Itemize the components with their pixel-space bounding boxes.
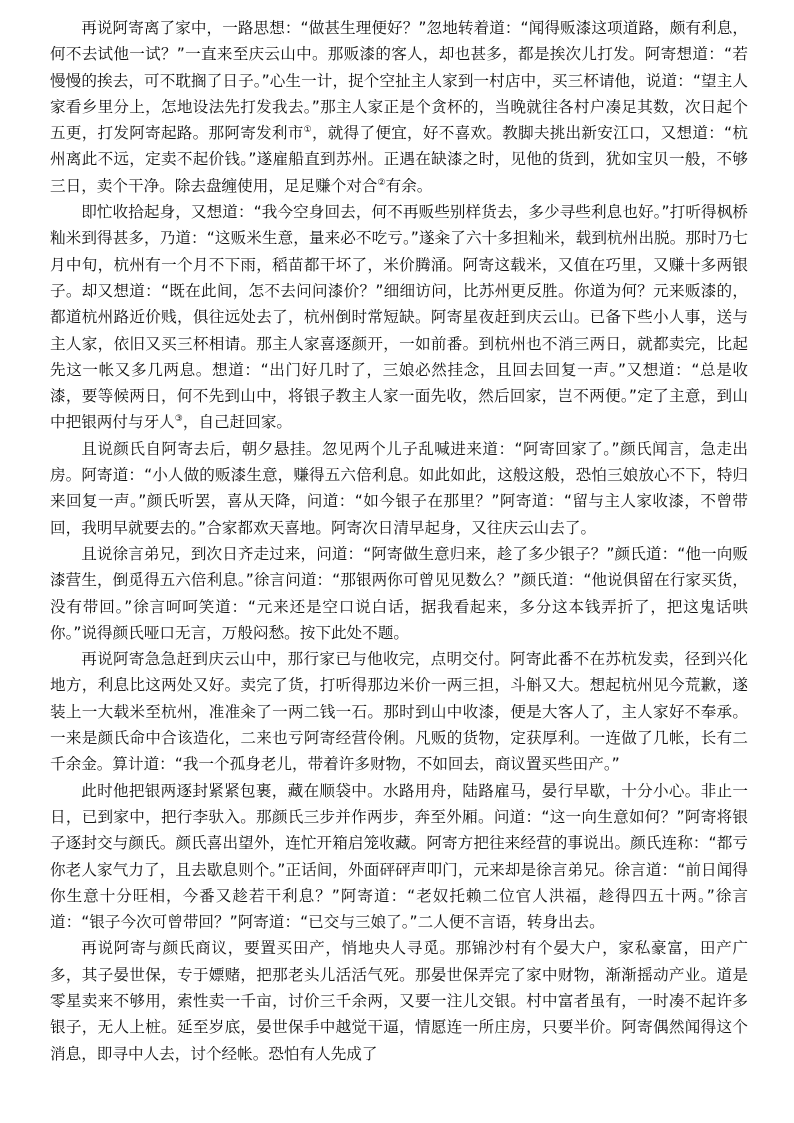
paragraph-text: ，就得了便宜，好不喜欢。教脚夫挑出新安江口，又想道：“杭州离此不远，定卖不起价钱。”遂雇船直到苏州。正遇在缺漆之时，见他的货到，犹如宝贝一般，不够三日，卖个干净。除去盘缠使用，足足赚个对合: [50, 124, 748, 195]
paragraph-text: 即忙收拾起身，又想道：“我今空身回去，何不再贩些别样货去，多少寻些利息也好。”打听得枫桥籼米到得甚多，乃道：“这贩米生意，量来必不吃亏。”遂籴了六十多担籼米，载到杭州出脱。那时乃七月中旬，杭州有一个月不下雨，稻苗都干坏了，米价腾涌。阿寄这载米，又值在巧里，又赚十多两银子。却又想道：“既在此间，怎不去问问漆价？”细细访问，比苏州更反胜。你道为何？元来贩漆的，都道杭州路近价贱，俱往远处去了，杭州倒时常短缺。阿寄星夜赶到庆云山。已备下些小人事，送与主人家，依旧又买三杯相请。那主人家喜逐颜开，一如前番。到杭州也不消三两日，就都卖完，比起先这一帐又多几两息。想道：“出门好几时了，三娘必然挂念，且回去回复一声。”又想道：“总是收漆，要等候两日，何不先到山中，将银子教主人家一面先收，然后回家，岂不两便。”定了主意，到山中把银两付与牙人: [50, 203, 748, 432]
paragraph: [50, 646, 748, 777]
footnote-marker: ②: [377, 177, 386, 188]
paragraph-text: 此时他把银两逐封紧紧包裹，藏在顺袋中。水路用舟，陆路雇马，晏行早歇，十分小心。非止一日，已到家中，把行李驮入。那颜氏三步并作两步，奔至外厢。问道：“这一向生意如何？”阿寄将银子逐封交与颜氏。颜氏喜出望外，连忙开箱启笼收藏。阿寄方把往来经营的事说出。颜氏连称：“都亏你老人家气力了，且去歇息则个。”正话间，外面砰砰声叩门，元来却是徐言弟兄。徐言道：“前日闻得你生意十分旺相，今番又趁若干利息？”阿寄道：“老奴托赖二位官人洪福，趁得四五十两。”徐言道：“银子今次可曾带回？”阿寄道：“已交与三娘了。”二人便不言语，转身出去。: [50, 781, 748, 932]
paragraph-text: 且说颜氏自阿寄去后，朝夕悬挂。忽见两个儿子乱喊进来道：“阿寄回家了。”颜氏闻言，急走出房。阿寄道：“小人做的贩漆生意，赚得五六倍利息。如此如此，这般这般，恐怕三娘放心不下，特归来回复一声。”颜氏听罢，喜从天降，问道：“如今银子在那里？”阿寄道：“留与主人家收漆，不曾带回，我明早就要去的。”合家都欢天喜地。阿寄次日清早起身，又往庆云山去了。: [50, 439, 748, 537]
paragraph-text: 且说徐言弟兄，到次日齐走过来，问道：“阿寄做生意归来，趁了多少银子？”颜氏道：“他一向贩漆营生，倒觅得五六倍利息。”徐言问道：“那银两你可曾见见数么？”颜氏道：“他说俱留在行家买货，没有带回。”徐言呵呵笑道：“元来还是空口说白话，据我看起来，多分这本钱弄折了，把这鬼话哄你。”说得颜氏哑口无言，万般闷愁。按下此处不题。: [50, 544, 748, 642]
paragraph-text: 再说阿寄离了家中，一路思想：“做甚生理便好？”忽地转着道：“闻得贩漆这项道路，颇有利息，何不去试他一试？”一直来至庆云山中。那贩漆的客人，却也甚多，都是挨次儿打发。阿寄想道：“若慢慢的挨去，可不耽搁了日子。”心生一计，捉个空扯主人家到一村店中，买三杯请他，说道：“望主人家看乡里分上，怎地设法先打发我去。”那主人家正是个贪杯的，当晚就往各村户凑足其数，次日起个五更，打发阿寄起路。那阿寄发利市: [50, 19, 748, 143]
paragraph-text: ，自己赶回家。: [182, 413, 293, 432]
footnote-marker: ③: [174, 414, 183, 425]
paragraph-text: 再说阿寄与颜氏商议，要置买田产，悄地央人寻觅。那锦沙村有个晏大户，家私豪富，田产广多，其子晏世保，专于嫖赌，把那老头儿活活气死。那晏世保弄完了家中财物，渐渐摇动产业。道是零星卖来不够用，索性卖一千亩，讨价三千余两，又要一注儿交银。村中富者虽有，一时凑不起许多银子，无人上桩。延至岁底，晏世保手中越觉干逼，情愿连一所庄房，只要半价。阿寄偶然闻得这个消息，即寻中人去，讨个经帐。恐怕有人先成了: [50, 939, 748, 1063]
paragraph: [50, 541, 748, 646]
footnote-marker: ①: [303, 125, 312, 135]
paragraph: [50, 778, 748, 936]
paragraph-text: 再说阿寄急急赶到庆云山中，那行家已与他收完，点明交付。阿寄此番不在苏杭发卖，径到兴化地方，利息比这两处又好。卖完了货，打听得那边米价一两三担，斗斛又大。想起杭州见今荒歉，遂装上一大载米至杭州，准准籴了一两二钱一石。那时到山中收漆，便是大客人了，主人家好不奉承。一来是颜氏命中合该造化，二来也亏阿寄经营伶俐。凡贩的货物，定获厚利。一连做了几帐，长有二千余金。算计道：“我一个孤身老儿，带着许多财物，不如回去，商议置买些田产。”: [50, 650, 748, 774]
paragraph: [50, 436, 748, 541]
paragraph: [50, 935, 748, 1066]
paragraph-text: 有余。: [385, 176, 433, 195]
paragraph: [50, 15, 748, 199]
document-page: [50, 15, 748, 1067]
paragraph: [50, 199, 748, 436]
